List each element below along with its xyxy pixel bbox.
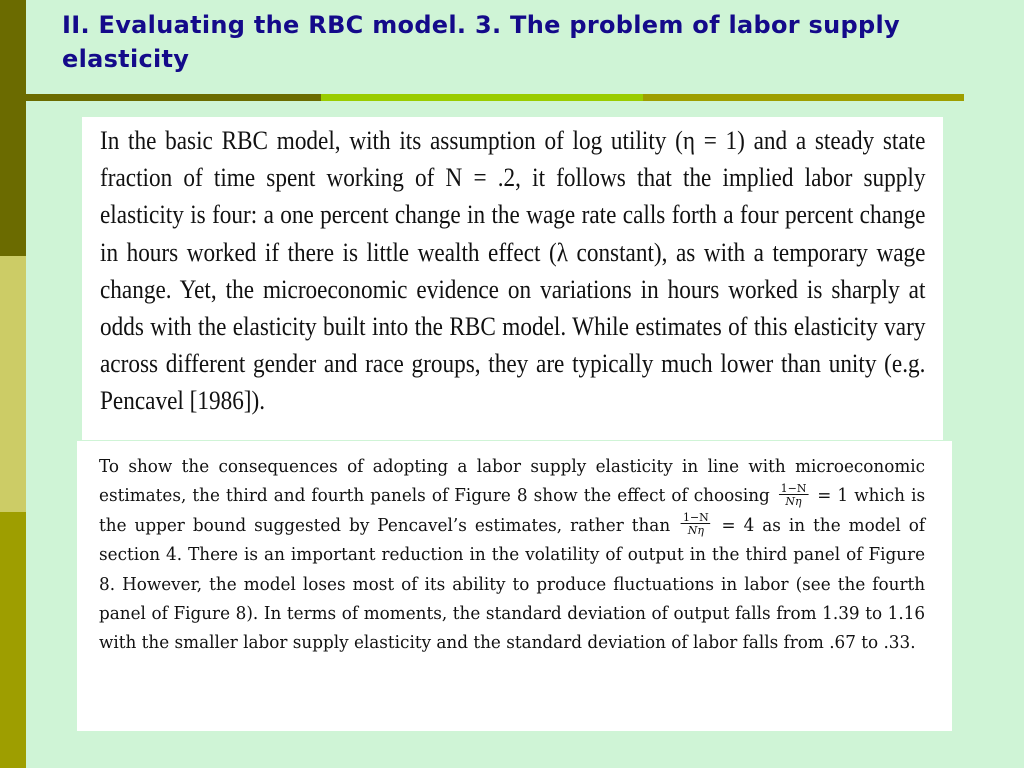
title-rule-segment-2 (321, 94, 643, 101)
side-accent-middle (0, 256, 26, 512)
side-accent-bottom (0, 512, 26, 768)
title-rule-segment-1 (26, 94, 321, 101)
fraction-elasticity-2 (681, 511, 711, 536)
fraction-denominator: Nη (687, 523, 704, 538)
excerpt-panel-2 (77, 441, 952, 731)
excerpt-2-part-1: To show the consequences of adopting a labor supply elasticity in line with microeconomic estimates, the third and fourth panels of Figure 8 show the effect of choosing (99, 457, 926, 507)
excerpt-1-text: In the basic RBC model, with its assumption of log utility (η = 1) and a steady state fraction of time spent working of N = .2, it follows that the implied labor supply elasticity is four: a one percent change in the wage rate calls forth a four percent change in hours worked if there is little wealth effect (λ constant), as with a temporary wage change. Yet, the microeconomic evidence on variations in hours worked is sharply at odds with the elasticity built into the RBC model. While estimates of this elasticity vary across different gender and race groups, they are typically much lower than unity (e.g. Pencavel [1986]). (100, 125, 926, 416)
title-rule-segment-3 (643, 94, 964, 101)
side-accent-top (0, 0, 26, 256)
excerpt-2-text (99, 453, 925, 659)
fraction-numerator: 1−N (780, 480, 807, 495)
slide-title: II. Evaluating the RBC model. 3. The problem of labor supply elasticity (62, 11, 900, 73)
excerpt-panel-1 (82, 117, 943, 440)
fraction-numerator: 1−N (682, 510, 709, 525)
fraction-denominator: Nη (785, 493, 802, 508)
excerpt-2-part-3: = 4 as in the model of section 4. There is an important reduction in the volatility of output in the third panel of Figure 8. However, the model loses most of its ability to produce fluctuations in labor (see the fourth panel of Figure 8). In terms of moments, the standard deviation of output falls from 1.39 to 1.16 with the smaller labor supply elasticity and the standard deviation of labor falls from .67 to .33. (99, 515, 926, 654)
excerpt-2-part-2: = 1 which is the upper bound suggested by Pencavel’s estimates, rather than (99, 486, 926, 536)
fraction-elasticity-1 (779, 482, 809, 507)
